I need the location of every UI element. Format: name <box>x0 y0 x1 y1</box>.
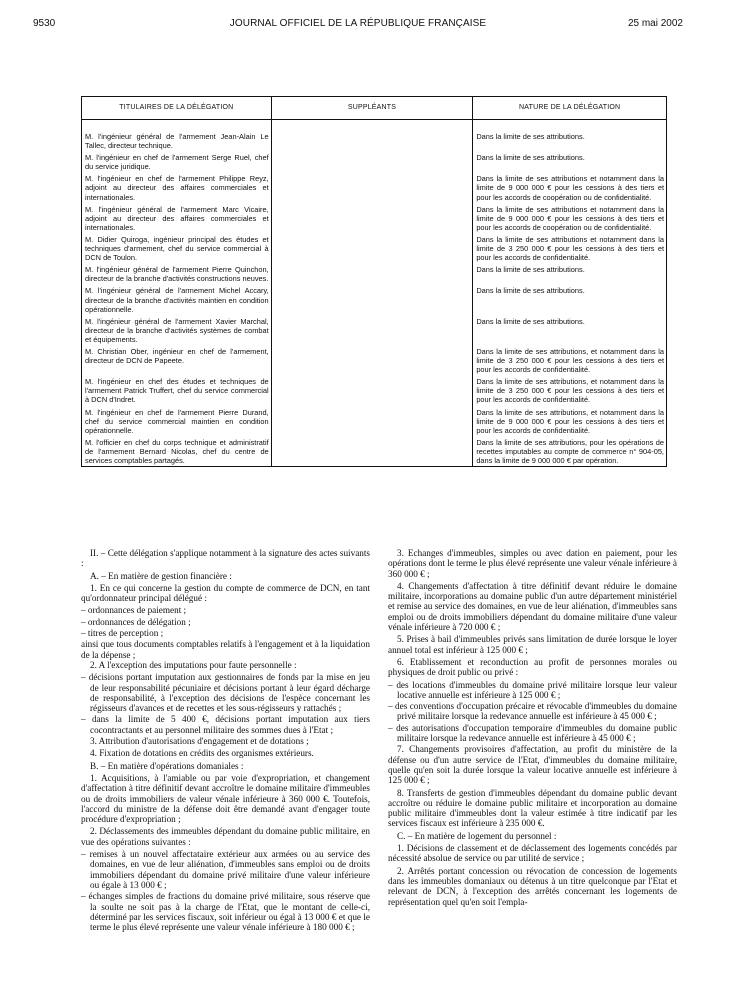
cell-titulaire: M. l'ingénieur en chef des études et techniques de l'armement Patrick Truffert, chef du service commercial à DCN d'Indret. <box>82 375 272 405</box>
paragraph: II. – Cette délégation s'applique notamment à la signature des actes suivants : <box>81 548 370 569</box>
paragraph: 6. Etablissement et reconduction au profit de personnes morales ou physiques de droit public ou privé : <box>388 656 677 678</box>
table-row <box>82 172 667 202</box>
table-row <box>82 345 667 375</box>
paragraph: 1. En ce qui concerne la gestion du compte de commerce de DCN, en tant qu'ordonnateur principal délégué : <box>81 582 370 604</box>
cell-suppleant <box>271 120 473 152</box>
list-item: – décisions portant imputation aux gestionnaires de fonds par la mise en jeu de leur responsabilité pécuniaire et décisions portant à leur égard décharge de responsabilité, à l'exception des décisions de l'espèce concernant les régisseurs d'avances et de recettes et les sous-régisseurs y rattachés ; <box>81 672 370 714</box>
table-header-row <box>82 97 667 120</box>
paragraph: 2. Déclassements des immeubles dépendant du domaine public militaire, en vue des opérations suivantes : <box>81 826 370 847</box>
cell-suppleant <box>271 345 473 375</box>
table-row <box>82 120 667 152</box>
journal-title: JOURNAL OFFICIEL DE LA RÉPUBLIQUE FRANÇAISE <box>229 18 487 29</box>
list-item: – ordonnances de délégation ; <box>81 616 191 627</box>
cell-titulaire: M. l'ingénieur général de l'armement Pierre Quinchon, directeur de la branche d'activités constructions neuves. <box>82 263 272 284</box>
list-item: – des conventions d'occupation précaire et révocable d'immeubles du domaine privé militaire lorsque la redevance annuelle est inférieure à 45 000 € ; <box>388 701 677 722</box>
cell-suppleant <box>271 172 473 202</box>
paragraph: B. – En matière d'opérations domaniales : <box>90 760 244 771</box>
cell-nature: Dans la limite de ses attributions. <box>473 315 667 345</box>
cell-nature: Dans la limite de ses attributions. <box>473 151 667 172</box>
cell-nature: Dans la limite de ses attributions. <box>473 263 667 284</box>
cell-titulaire: M. Christian Ober, ingénieur en chef de l'armement, directeur de DCN de Papeete. <box>82 345 272 375</box>
paragraph: A. – En matière de gestion financière : <box>90 570 232 581</box>
list-item: – ordonnances de paiement ; <box>81 605 187 616</box>
cell-titulaire: M. l'ingénieur en chef de l'armement Serge Ruel, chef du service juridique. <box>82 151 272 172</box>
issue-date: 25 mai 2002 <box>627 18 683 29</box>
table-row <box>82 203 667 233</box>
paragraph: 3. Echanges d'immeubles, simples ou avec dation en paiement, pour les opérations dont le terme le plus élevé représente une valeur vénale inférieure à 360 000 € ; <box>388 548 677 579</box>
body-text <box>81 548 677 988</box>
table-row <box>82 263 667 284</box>
page-header <box>33 18 683 32</box>
cell-titulaire: M. l'ingénieur général de l'armement Xavier Marchal, directeur de la branche d'activités systèmes de combat et équipements. <box>82 315 272 345</box>
table-row <box>82 233 667 263</box>
cell-suppleant <box>271 151 473 172</box>
paragraph: 7. Changements provisoires d'affectation, au profit du ministère de la défense ou d'un autre service de l'Etat, d'immeubles du domaine militaire, quelle qu'en soit la durée lorsque la valeur locative annuelle est inférieure à 125 000 € ; <box>388 744 677 786</box>
cell-suppleant <box>271 203 473 233</box>
cell-suppleant <box>271 284 473 314</box>
paragraph: 1. Décisions de classement et de déclassement des logements concédés par nécessité absolue de service ou par utilité de service ; <box>388 843 677 864</box>
cell-suppleant <box>271 233 473 263</box>
list-item: – titres de perception ; <box>81 628 164 639</box>
header-titulaires: TITULAIRES DE LA DÉLÉGATION <box>82 97 272 120</box>
paragraph: 5. Prises à bail d'immeubles privés sans limitation de durée lorsque le loyer annuel total est inférieur à 125 000 € ; <box>388 634 677 655</box>
paragraph: 4. Fixation de dotations en crédits des organismes extérieurs. <box>90 748 314 759</box>
paragraph: C. – En matière de logement du personnel : <box>397 830 557 841</box>
cell-suppleant <box>271 315 473 345</box>
cell-titulaire: M. Didier Quiroga, ingénieur principal des études et techniques d'armement, chef du service commercial à DCN de Toulon. <box>82 233 272 263</box>
cell-nature: Dans la limite de ses attributions et notamment dans la limite de 9 000 000 € pour les cessions à des tiers et pour les accords de coopération ou de confidentialité. <box>473 172 667 202</box>
cell-nature: Dans la limite de ses attributions, pour les opérations de recettes imputables au compte de commerce n° 904-05, dans la limite de 9 000 000 € par opération. <box>473 436 667 467</box>
delegation-table <box>81 96 667 467</box>
cell-titulaire: M. l'ingénieur général de l'armement Michel Accary, directeur de la branche d'activités maintien en condition opérationnelle. <box>82 284 272 314</box>
cell-titulaire: M. l'ingénieur en chef de l'armement Pierre Durand, chef du service commercial maintien en condition opérationnelle. <box>82 406 272 436</box>
cell-nature: Dans la limite de ses attributions et notamment dans la limite de 3 250 000 € pour les cessions à des tiers et pour les accords de confidentialité. <box>473 233 667 263</box>
cell-nature: Dans la limite de ses attributions, et notamment dans la limite de 9 000 000 € pour les cessions à des tiers et pour les accords de confidentialité. <box>473 406 667 436</box>
list-item: – échanges simples de fractions du domaine privé militaire, sous réserve que la soulte ne soit pas à la charge de l'Etat, que le montant de celle-ci, déterminé par les services fiscaux, soit inférieur ou égal à 13 000 € et que le terme le plus élevé représente une valeur vénale inférieure à 180 000 € ; <box>81 891 370 933</box>
list-item: – remises à un nouvel affectataire extérieur aux armées ou au service des domaines, en vue de leur aliénation, d'immeubles sans emploi ou de droits immobiliers dépendant du domaine privé militaire d'une valeur inférieure ou égale à 13 000 € ; <box>81 849 370 890</box>
paragraph: 4. Changements d'affectation à titre définitif devant réduire le domaine militaire, incorporations au domaine public d'un autre département ministériel et remise au service des domaines, en vue de leur aliénation, d'immeubles sans emploi ou de droits immobiliers dépendant du domaine militaire d'une valeur vénale inférieure à 720 000 € ; <box>388 580 677 633</box>
cell-suppleant <box>271 375 473 405</box>
cell-suppleant <box>271 436 473 467</box>
cell-nature: Dans la limite de ses attributions, et notamment dans la limite de 3 250 000 € pour les cessions à des tiers et pour les accords de confidentialité. <box>473 375 667 405</box>
paragraph: 2. A l'exception des imputations pour faute personnelle : <box>90 659 297 670</box>
table-row <box>82 315 667 345</box>
list-item: – des locations d'immeubles du domaine privé militaire lorsque leur valeur locative annuelle est inférieure à 125 000 € ; <box>388 679 677 700</box>
table-row <box>82 436 667 467</box>
table-body <box>82 120 667 467</box>
cell-nature: Dans la limite de ses attributions et notamment dans la limite de 9 000 000 € pour les cessions à des tiers et pour les accords de coopération ou de confidentialité. <box>473 203 667 233</box>
paragraph: 3. Attribution d'autorisations d'engagement et de dotations ; <box>90 736 309 747</box>
cell-titulaire: M. l'ingénieur général de l'armement Jean-Alain Le Tallec, directeur technique. <box>82 120 272 152</box>
cell-nature: Dans la limite de ses attributions. <box>473 120 667 152</box>
table-row <box>82 284 667 314</box>
paragraph: 1. Acquisitions, à l'amiable ou par voie d'expropriation, et changement d'affectation à titre définitif devant accroître le domaine militaire d'immeubles ou de droits immobiliers de valeur vénale inférieure à 360 000 €. Toutefois, l'accord du ministre de la défense doit être demandé avant d'engager toute procédure d'expropriation ; <box>81 772 370 825</box>
table-row <box>82 406 667 436</box>
list-item: – des autorisations d'occupation temporaire d'immeubles du domaine public militaire lorsque la redevance annuelle est inférieure à 45 000 € ; <box>388 722 677 744</box>
paragraph: ainsi que tous documents comptables relatifs à l'engagement et à la liquidation de la dépense ; <box>81 639 370 660</box>
cell-suppleant <box>271 263 473 284</box>
cell-nature: Dans la limite de ses attributions, et notamment dans la limite de 3 250 000 € pour les cessions à des tiers et pour les accords de confidentialité. <box>473 345 667 375</box>
cell-titulaire: M. l'ingénieur général de l'armement Marc Vicaire, adjoint au directeur des affaires commerciales et internationales. <box>82 203 272 233</box>
paragraph: 8. Transferts de gestion d'immeubles dépendant du domaine public devant accroître ou réduire le domaine public militaire et incorporation au domaine public militaire d'immeubles dont la valeur estimée à titre indicatif par les services fiscaux est inférieure à 235 000 €. <box>388 787 677 829</box>
cell-nature: Dans la limite de ses attributions. <box>473 284 667 314</box>
table-row <box>82 375 667 405</box>
table-row <box>82 151 667 172</box>
header-suppleants: SUPPLÉANTS <box>271 97 473 120</box>
left-column <box>81 548 370 933</box>
cell-titulaire: M. l'officier en chef du corps technique et administratif de l'armement Bernard Nicolas, chef du centre de services comptables partagés. <box>82 436 272 467</box>
list-item: – dans la limite de 5 400 €, décisions portant imputation aux tiers cocontractants et au personnel militaire des sommes dues à l'Etat ; <box>81 714 370 735</box>
paragraph: 2. Arrêtés portant concession ou révocation de concession de logements dans les immeubles domaniaux ou détenus à un titre quelconque par l'Etat et relevant de DCN, à l'exception des arrêtés concernant les logements de représentation quel qu'en soit l'empla- <box>388 865 677 907</box>
cell-titulaire: M. l'ingénieur en chef de l'armement Philippe Reyz, adjoint au directeur des affaires commerciales et internationales. <box>82 172 272 202</box>
right-column <box>388 548 677 909</box>
cell-suppleant <box>271 406 473 436</box>
page-number: 9530 <box>33 18 56 29</box>
header-nature: NATURE DE LA DÉLÉGATION <box>473 97 667 120</box>
